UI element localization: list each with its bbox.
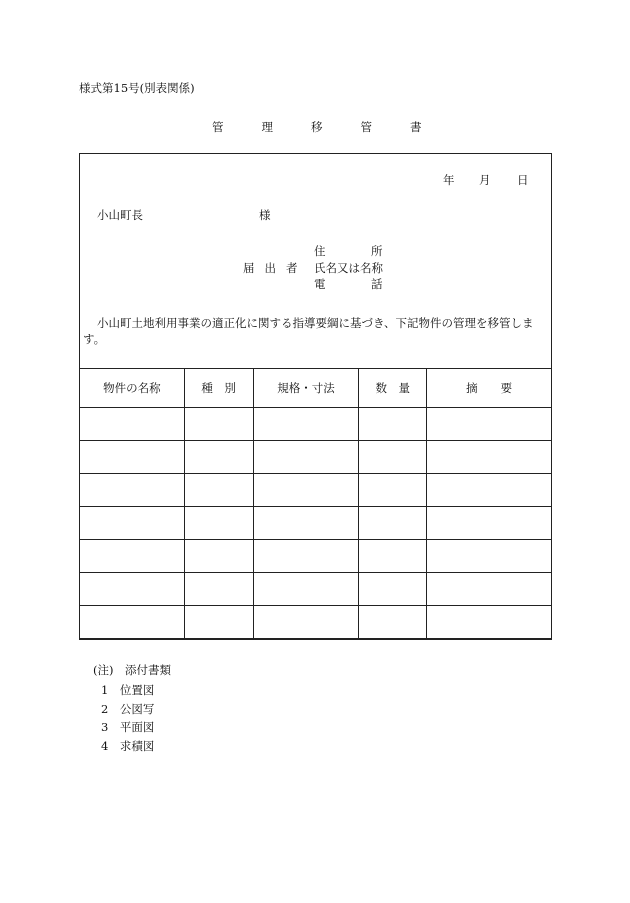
table-cell[interactable] [253,606,359,639]
table-cell[interactable] [359,507,427,540]
title-char: 管 [360,120,372,134]
notifier-char: 出 [264,261,276,275]
table-cell[interactable] [253,507,359,540]
table-cell[interactable] [184,474,253,507]
title-char: 理 [261,120,273,134]
note-title: (注) 添付書類 [93,663,171,677]
table-cell[interactable] [427,507,552,540]
note-item: 1 位置図 [101,683,155,697]
table-cell[interactable] [80,507,185,540]
table-cell[interactable] [184,507,253,540]
table-cell[interactable] [253,573,359,606]
form-number: 様式第15号(別表関係) [79,81,195,95]
table-cell[interactable] [80,408,185,441]
table-cell[interactable] [359,606,427,639]
table-cell[interactable] [184,606,253,639]
table-cell[interactable] [427,408,552,441]
table-cell[interactable] [359,474,427,507]
notifier-label [243,260,308,276]
column-header: 種 別 [184,369,253,408]
table-cell[interactable] [253,540,359,573]
table-cell[interactable] [80,540,185,573]
name-field-label: 氏名又は名称 [314,261,383,275]
table-cell[interactable] [359,573,427,606]
title-char: 移 [311,120,323,134]
table-row [80,408,552,441]
table-cell[interactable] [359,540,427,573]
table-cell[interactable] [427,540,552,573]
table-cell[interactable] [253,441,359,474]
table-body [80,408,552,639]
addressee: 小山町長 [97,208,143,222]
date-year: 年 [443,173,455,187]
document-title [212,119,422,135]
table-cell[interactable] [80,441,185,474]
column-header: 数 量 [359,369,427,408]
phone-field-label: 電 話 [314,277,383,291]
note-item: 3 平面図 [101,720,155,734]
note-item: 4 求積図 [101,739,155,753]
table-cell[interactable] [427,474,552,507]
table-cell[interactable] [184,540,253,573]
table-row [80,441,552,474]
table-cell[interactable] [80,474,185,507]
items-table [79,368,552,639]
table-cell[interactable] [427,441,552,474]
table-cell[interactable] [427,573,552,606]
body-text: 小山町土地利用事業の適正化に関する指導要綱に基づき、下記物件の管理を移管します。 [83,316,534,346]
column-header: 規格・寸法 [253,369,359,408]
table-cell[interactable] [427,606,552,639]
table-cell[interactable] [184,573,253,606]
title-char: 管 [212,120,224,134]
title-char: 書 [410,120,422,134]
column-header: 摘 要 [427,369,552,408]
table-row [80,573,552,606]
table-cell[interactable] [184,408,253,441]
table-cell[interactable] [80,606,185,639]
note-item: 2 公図写 [101,702,155,716]
date-day: 日 [517,173,529,187]
address-field-label: 住 所 [314,244,383,258]
table-row [80,507,552,540]
table-header-row [80,369,552,408]
table-row [80,606,552,639]
table-cell[interactable] [184,441,253,474]
date-line [443,172,529,188]
table-cell[interactable] [80,573,185,606]
table-row [80,540,552,573]
table-row [80,474,552,507]
table-cell[interactable] [359,408,427,441]
table-cell[interactable] [359,441,427,474]
notifier-char: 者 [286,261,298,275]
notifier-char: 届 [243,261,255,275]
honorific: 様 [259,208,271,222]
table-cell[interactable] [253,474,359,507]
date-month: 月 [479,173,491,187]
table-cell[interactable] [253,408,359,441]
column-header: 物件の名称 [80,369,185,408]
